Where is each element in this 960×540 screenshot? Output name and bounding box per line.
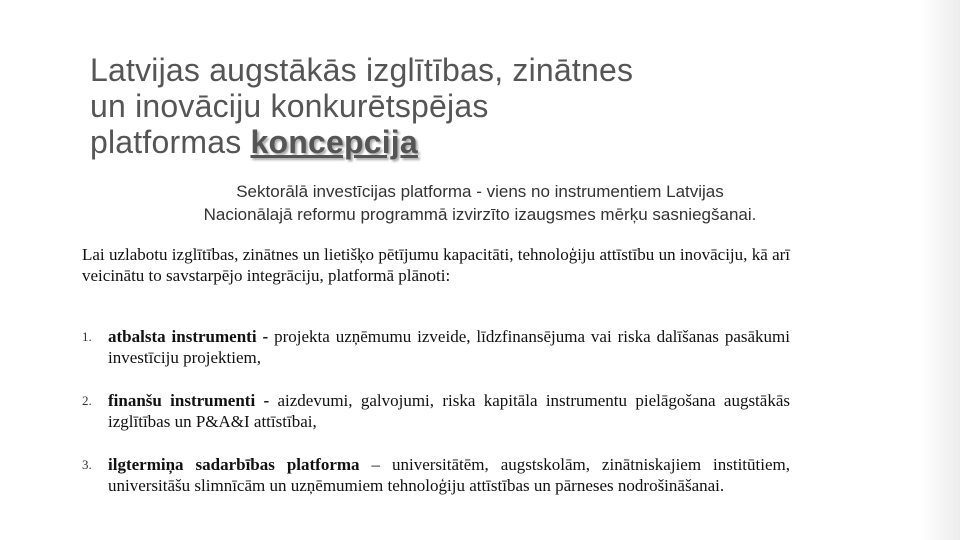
title-line-3 xyxy=(90,124,850,160)
list-item-term: ilgtermiņa sadarbības platforma xyxy=(108,455,360,474)
list-item-number: 2. xyxy=(82,393,92,408)
list-item-number: 3. xyxy=(82,457,92,472)
title-emphasis: koncepcija xyxy=(250,124,418,160)
list-item xyxy=(82,326,790,368)
list-item-text: aizdevumi, galvojumi, riska kapitāla instrumentu pielāgošana augstākās izglītības un P&A&I attīstībai, xyxy=(108,391,790,431)
list-item-text: – universitātēm, augstskolām, zinātniskajiem institūtiem, universitāšu slimnīcām un uzņēmumiem tehnoloģiju attīstības un pārneses nodrošināšanai. xyxy=(108,455,790,495)
title-line-2: un inovāciju konkurētspējas xyxy=(90,88,489,124)
title-line-1: Latvijas augstākās izglītības, zinātnes xyxy=(90,52,634,88)
list-item-term: finanšu instrumenti - xyxy=(108,391,270,410)
list-item-text: projekta uzņēmumu izveide, līdzfinansējuma vai riska dalīšanas pasākumi investīciju projektiem, xyxy=(108,327,790,367)
list-item-number: 1. xyxy=(82,329,92,344)
subtitle-line-2: Nacionālajā reformu programmā izvirzīto izaugsmes mērķu sasniegšanai. xyxy=(203,205,757,224)
subtitle-line-1: Sektorālā investīcijas platforma - viens no instrumentiem Latvijas xyxy=(236,182,724,201)
numbered-list xyxy=(82,326,790,518)
slide-subtitle xyxy=(60,180,900,226)
slide-edge-shadow xyxy=(920,0,960,540)
list-item xyxy=(82,390,790,432)
title-line-3-prefix: platformas xyxy=(90,124,251,160)
list-item-term: atbalsta instrumenti - xyxy=(108,327,269,346)
slide-title xyxy=(90,52,850,160)
intro-paragraph: Lai uzlabotu izglītības, zinātnes un lietišķo pētījumu kapacitāti, tehnoloģiju attīstību un inovāciju, kā arī veicinātu to savstarpējo integrāciju, platformā plānoti: xyxy=(82,245,790,285)
list-item xyxy=(82,454,790,496)
